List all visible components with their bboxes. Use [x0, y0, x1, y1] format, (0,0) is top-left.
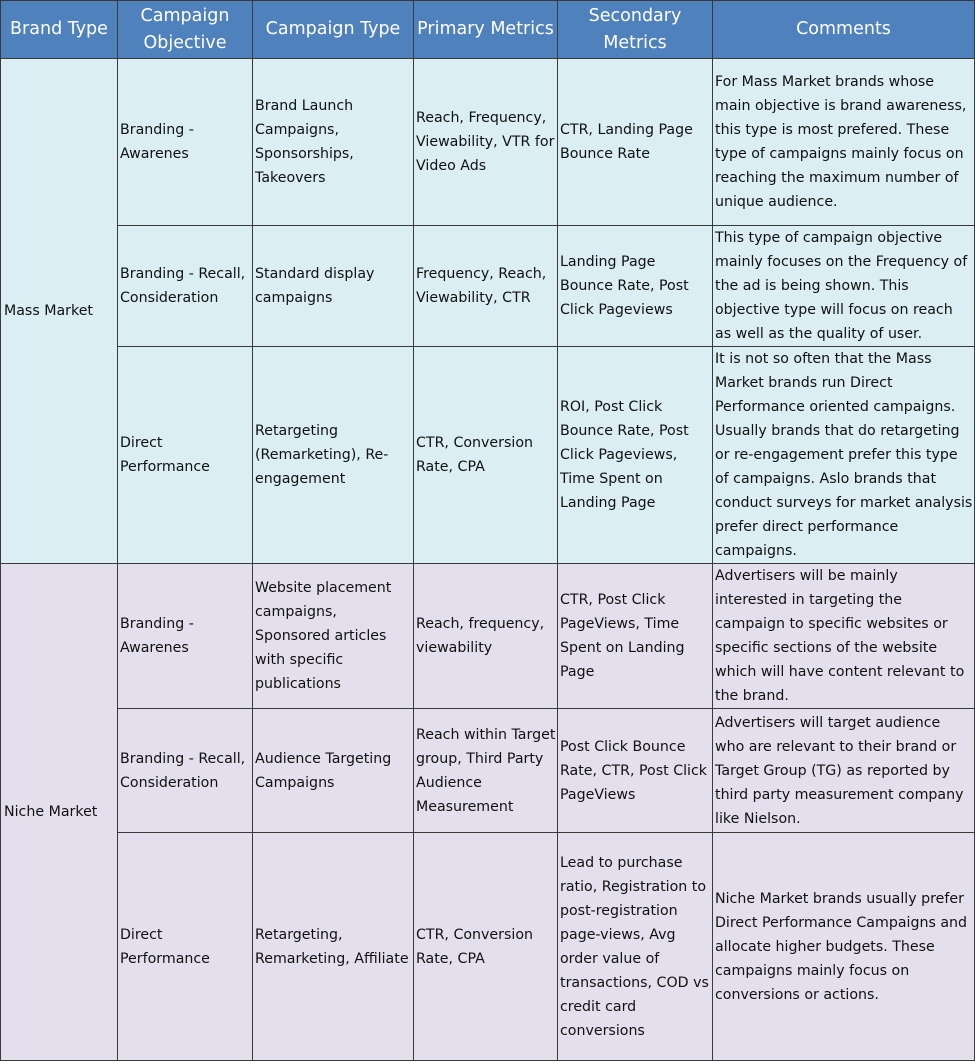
table-row	[1, 833, 975, 1061]
objective-cell: Branding - Awarenes	[118, 564, 253, 709]
header-primary-metrics: Primary Metrics	[414, 1, 558, 59]
secondary-metrics-cell: CTR, Landing Page Bounce Rate	[558, 59, 713, 226]
table-row	[1, 59, 975, 226]
secondary-metrics-cell: Post Click Bounce Rate, CTR, Post Click PageViews	[558, 709, 713, 833]
header-secondary-metrics: Secondary Metrics	[558, 1, 713, 59]
table-row	[1, 347, 975, 564]
secondary-metrics-cell: Landing Page Bounce Rate, Post Click Pageviews	[558, 226, 713, 347]
table-row	[1, 564, 975, 709]
comments-cell: Advertisers will be mainly interested in targeting the campaign to specific websites or specific sections of the website which will have content relevant to the brand.	[713, 564, 975, 709]
table-row	[1, 226, 975, 347]
objective-cell: Branding - Recall, Consideration	[118, 226, 253, 347]
objective-cell: Branding - Awarenes	[118, 59, 253, 226]
objective-cell: Branding - Recall, Consideration	[118, 709, 253, 833]
objective-cell: Direct Performance	[118, 833, 253, 1061]
objective-cell: Direct Performance	[118, 347, 253, 564]
comments-cell: Advertisers will target audience who are relevant to their brand or Target Group (TG) as reported by third party measurement company like Nielson.	[713, 709, 975, 833]
table-row	[1, 709, 975, 833]
comments-cell: For Mass Market brands whose main objective is brand awareness, this type is most prefered. These type of campaigns mainly focus on reaching the maximum number of unique audience.	[713, 59, 975, 226]
header-campaign-objective: Campaign Objective	[118, 1, 253, 59]
brand-type-cell: Niche Market	[1, 564, 118, 1061]
primary-metrics-cell: CTR, Conversion Rate, CPA	[414, 347, 558, 564]
comments-cell: It is not so often that the Mass Market brands run Direct Performance oriented campaigns. Usually brands that do retargeting or re-engagement prefer this type of campaigns. Aslo brands that conduct surveys for market analysis prefer direct performance campaigns.	[713, 347, 975, 564]
campaign-type-cell: Audience Targeting Campaigns	[253, 709, 414, 833]
comments-cell: Niche Market brands usually prefer Direct Performance Campaigns and allocate higher budgets. These campaigns mainly focus on conversions or actions.	[713, 833, 975, 1061]
header-comments: Comments	[713, 1, 975, 59]
primary-metrics-cell: Reach, frequency, viewability	[414, 564, 558, 709]
secondary-metrics-cell: CTR, Post Click PageViews, Time Spent on Landing Page	[558, 564, 713, 709]
brand-type-cell: Mass Market	[1, 59, 118, 564]
campaign-type-cell: Retargeting, Remarketing, Affiliate	[253, 833, 414, 1061]
header-campaign-type: Campaign Type	[253, 1, 414, 59]
secondary-metrics-cell: Lead to purchase ratio, Registration to post-registration page-views, Avg order value of transactions, COD vs credit card conversions	[558, 833, 713, 1061]
primary-metrics-cell: Reach within Target group, Third Party Audience Measurement	[414, 709, 558, 833]
primary-metrics-cell: Frequency, Reach, Viewability, CTR	[414, 226, 558, 347]
primary-metrics-cell: CTR, Conversion Rate, CPA	[414, 833, 558, 1061]
header-row	[1, 1, 975, 59]
campaign-type-cell: Website placement campaigns, Sponsored articles with specific publications	[253, 564, 414, 709]
campaign-type-cell: Brand Launch Campaigns, Sponsorships, Takeovers	[253, 59, 414, 226]
comments-cell: This type of campaign objective mainly focuses on the Frequency of the ad is being shown. This objective type will focus on reach as well as the quality of user.	[713, 226, 975, 347]
header-brand-type: Brand Type	[1, 1, 118, 59]
primary-metrics-cell: Reach, Frequency, Viewability, VTR for Video Ads	[414, 59, 558, 226]
campaign-type-cell: Standard display campaigns	[253, 226, 414, 347]
secondary-metrics-cell: ROI, Post Click Bounce Rate, Post Click Pageviews, Time Spent on Landing Page	[558, 347, 713, 564]
campaign-type-cell: Retargeting (Remarketing), Re-engagement	[253, 347, 414, 564]
